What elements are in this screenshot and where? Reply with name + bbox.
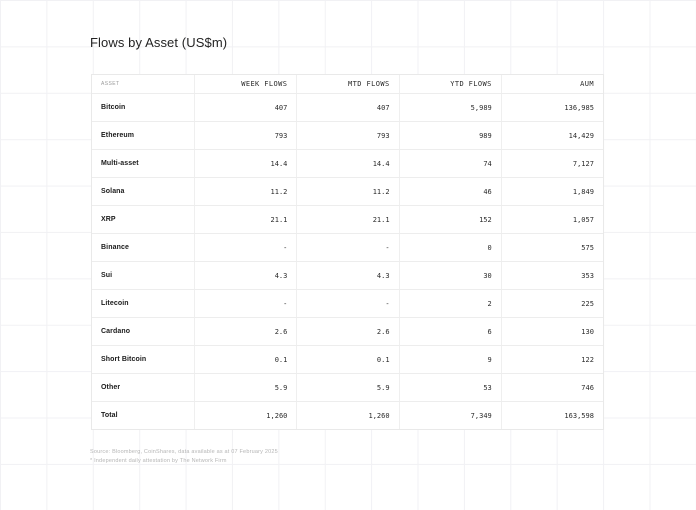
week-flows-value: 0.1 xyxy=(194,346,296,373)
aum-value: 353 xyxy=(501,262,603,289)
asset-name: Solana xyxy=(101,188,125,195)
column-header-week-flows: WEEK FLOWS xyxy=(194,75,296,93)
table-row-cardano xyxy=(92,317,603,345)
aum-value: 225 xyxy=(501,290,603,317)
table-row-sui xyxy=(92,261,603,289)
source-note: Source: Bloomberg, CoinShares, data available as at 07 February 2025 xyxy=(90,449,278,455)
mtd-flows-value: 793 xyxy=(296,122,398,149)
asset-name: Litecoin xyxy=(101,300,129,307)
asset-name: Multi-asset xyxy=(101,160,139,167)
footnote xyxy=(90,448,278,466)
week-flows-value: 14.4 xyxy=(194,150,296,177)
week-flows-value: 11.2 xyxy=(194,178,296,205)
asset-name: Sui xyxy=(101,272,113,279)
table-row-multi-asset xyxy=(92,149,603,177)
ytd-flows-value: 74 xyxy=(399,150,501,177)
mtd-flows-value: 4.3 xyxy=(296,262,398,289)
mtd-flows-value: - xyxy=(296,234,398,261)
aum-value: 746 xyxy=(501,374,603,401)
week-flows-value: 2.6 xyxy=(194,318,296,345)
week-flows-value: 1,260 xyxy=(194,402,296,429)
mtd-flows-value: 1,260 xyxy=(296,402,398,429)
ytd-flows-value: 9 xyxy=(399,346,501,373)
table-row-ethereum xyxy=(92,121,603,149)
ytd-flows-value: 7,349 xyxy=(399,402,501,429)
page-title: Flows by Asset (US$m) xyxy=(90,35,228,50)
asset-name: XRP xyxy=(101,216,116,223)
table-row-xrp xyxy=(92,205,603,233)
aum-value: 122 xyxy=(501,346,603,373)
ytd-flows-value: 5,989 xyxy=(399,94,501,121)
asset-name: Bitcoin xyxy=(101,104,126,111)
aum-value: 163,598 xyxy=(501,402,603,429)
week-flows-value: 5.9 xyxy=(194,374,296,401)
mtd-flows-value: 407 xyxy=(296,94,398,121)
aum-value: 14,429 xyxy=(501,122,603,149)
week-flows-value: 4.3 xyxy=(194,262,296,289)
aum-value: 1,057 xyxy=(501,206,603,233)
flows-by-asset-table xyxy=(91,74,604,430)
asset-name: Cardano xyxy=(101,328,131,335)
week-flows-value: 793 xyxy=(194,122,296,149)
asset-name: Ethereum xyxy=(101,132,135,139)
mtd-flows-value: 14.4 xyxy=(296,150,398,177)
week-flows-value: 21.1 xyxy=(194,206,296,233)
ytd-flows-value: 30 xyxy=(399,262,501,289)
week-flows-value: 407 xyxy=(194,94,296,121)
table-row-solana xyxy=(92,177,603,205)
table-header-row xyxy=(92,75,603,93)
ytd-flows-value: 0 xyxy=(399,234,501,261)
column-header-aum: AUM xyxy=(501,75,603,93)
asset-name: Binance xyxy=(101,244,129,251)
table-row-other xyxy=(92,373,603,401)
ytd-flows-value: 2 xyxy=(399,290,501,317)
table-row-litecoin xyxy=(92,289,603,317)
mtd-flows-value: - xyxy=(296,290,398,317)
week-flows-value: - xyxy=(194,290,296,317)
aum-value: 7,127 xyxy=(501,150,603,177)
column-header-mtd-flows: MTD FLOWS xyxy=(296,75,398,93)
ytd-flows-value: 53 xyxy=(399,374,501,401)
aum-value: 1,849 xyxy=(501,178,603,205)
ytd-flows-value: 989 xyxy=(399,122,501,149)
asset-name: Total xyxy=(101,412,118,419)
mtd-flows-value: 5.9 xyxy=(296,374,398,401)
week-flows-value: - xyxy=(194,234,296,261)
table-row-bitcoin xyxy=(92,93,603,121)
asset-name: Short Bitcoin xyxy=(101,356,147,363)
mtd-flows-value: 21.1 xyxy=(296,206,398,233)
column-header-ytd-flows: YTD FLOWS xyxy=(399,75,501,93)
aum-value: 130 xyxy=(501,318,603,345)
table-row-short-bitcoin xyxy=(92,345,603,373)
column-header-asset: ASSET xyxy=(101,81,120,87)
mtd-flows-value: 11.2 xyxy=(296,178,398,205)
table-row-total xyxy=(92,401,603,429)
attestation-note: * Independent daily attestation by The Network Firm xyxy=(90,458,227,464)
ytd-flows-value: 6 xyxy=(399,318,501,345)
aum-value: 575 xyxy=(501,234,603,261)
asset-name: Other xyxy=(101,384,121,391)
mtd-flows-value: 0.1 xyxy=(296,346,398,373)
mtd-flows-value: 2.6 xyxy=(296,318,398,345)
ytd-flows-value: 46 xyxy=(399,178,501,205)
ytd-flows-value: 152 xyxy=(399,206,501,233)
table-row-binance xyxy=(92,233,603,261)
aum-value: 136,985 xyxy=(501,94,603,121)
